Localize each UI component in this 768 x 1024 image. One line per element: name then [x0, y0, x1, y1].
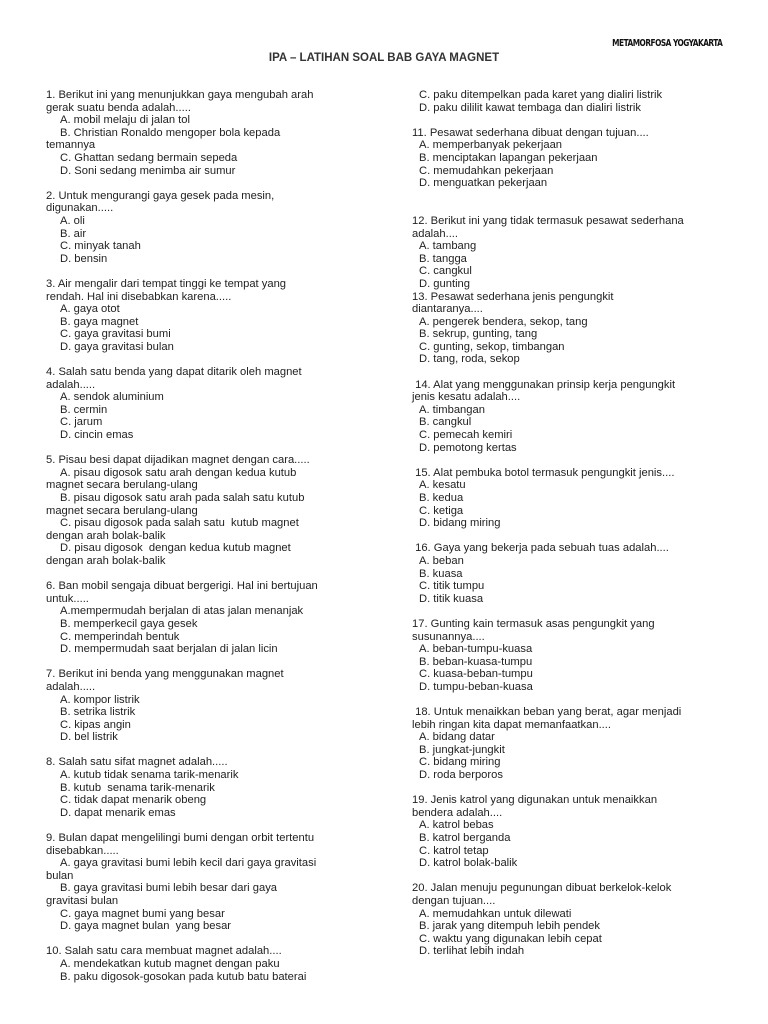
spacer	[412, 694, 752, 707]
question-stem: 13. Pesawat sederhana jenis pengungkit	[412, 290, 614, 303]
answer-option: C. cangkul	[419, 265, 472, 278]
answer-option: D. cincin emas	[60, 429, 134, 442]
answer-option: C. gaya magnet bumi yang besar	[60, 907, 225, 920]
question-stem: bendera adalah....	[412, 806, 503, 819]
answer-option: B. paku digosok-gosokan pada kutub batu baterai	[60, 970, 307, 983]
answer-option: dengan arah bolak-balik	[46, 554, 166, 567]
answer-option: B. memperkecil gaya gesek	[60, 617, 198, 630]
answer-option: temannya	[46, 139, 96, 152]
answer-option: A. kutub tidak senama tarik-menarik	[60, 769, 239, 782]
question	[46, 454, 386, 567]
answer-option: A. mendekatkan kutub magnet dengan paku	[60, 957, 280, 970]
answer-option: B. cangkul	[419, 416, 472, 429]
question-stem: 18. Untuk menaikkan beban yang berat, agar menjadi	[412, 706, 682, 719]
spacer	[412, 202, 752, 215]
question	[46, 278, 386, 354]
question-stem: 10. Salah satu cara membuat magnet adalah....	[46, 945, 282, 958]
question-stem: 14. Alat yang menggunakan prinsip kerja pengungkit	[412, 378, 676, 391]
spacer	[412, 454, 752, 467]
answer-option: C. ketiga	[419, 504, 464, 517]
answer-option: B. gaya magnet	[60, 315, 139, 328]
answer-option: B. jungkat-jungkit	[419, 743, 505, 756]
answer-option: D. bensin	[60, 252, 108, 265]
left-column	[46, 89, 386, 983]
answer-option: C. katrol tetap	[419, 844, 489, 857]
spacer	[412, 530, 752, 543]
answer-option: C. paku ditempelkan pada karet yang dialiri listrik	[419, 89, 663, 101]
spacer	[412, 114, 752, 127]
answer-option: magnet secara berulang-ulang	[46, 479, 198, 492]
answer-option: C. minyak tanah	[60, 240, 141, 253]
answer-option: dengan arah bolak-balik	[46, 529, 166, 542]
question-stem: adalah.....	[46, 680, 96, 693]
answer-option: A. pisau digosok satu arah dengan kedua kutub	[60, 466, 297, 479]
answer-option: A. mobil melaju di jalan tol	[60, 114, 190, 127]
answer-option: B. tangga	[419, 252, 467, 265]
answer-option: A. tambang	[419, 240, 477, 253]
question-stem: lebih ringan kita dapat memanfaatkan....	[412, 718, 612, 731]
question-stem: rendah. Hal ini disebabkan karena.....	[46, 290, 232, 303]
answer-option: A.mempermudah berjalan di atas jalan menanjak	[60, 605, 304, 618]
answer-option: B. beban-kuasa-tumpu	[419, 655, 533, 668]
question-stem: 19. Jenis katrol yang digunakan untuk menaikkan	[412, 794, 658, 807]
answer-option: A. katrol bebas	[419, 819, 494, 832]
answer-option: bulan	[46, 869, 74, 882]
spacer	[46, 265, 386, 278]
question-stem: 1. Berikut ini yang menunjukkan gaya mengubah arah	[46, 89, 314, 101]
question-stem: 20. Jalan menuju pegunungan dibuat berkelok-kelok	[412, 882, 672, 895]
spacer	[412, 605, 752, 618]
publisher-brand: METAMORFOSA YOGYAKARTA	[611, 38, 722, 49]
answer-option: B. air	[60, 227, 87, 240]
question-stem: 8. Salah satu sifat magnet adalah.....	[46, 756, 228, 769]
answer-option: D. tang, roda, sekop	[419, 353, 520, 366]
question	[46, 668, 386, 744]
question	[46, 756, 386, 819]
answer-option: A. sendok aluminium	[60, 391, 164, 404]
question-stem: 9. Bulan dapat mengelilingi bumi dengan orbit tertentu	[46, 832, 315, 845]
spacer	[46, 442, 386, 455]
answer-option: B. sekrup, gunting, tang	[419, 328, 538, 341]
spacer	[46, 353, 386, 366]
answer-option: D. titik kuasa	[419, 592, 484, 605]
spacer	[412, 782, 752, 795]
answer-option: A. oli	[60, 214, 85, 227]
answer-option: A. beban	[419, 554, 464, 567]
question-stem: diantaranya....	[412, 303, 483, 316]
answer-option: D. Soni sedang menimba air sumur	[60, 164, 236, 177]
answer-option: B. kutub senama tarik-menarik	[60, 781, 215, 794]
question-stem: 3. Air mengalir dari tempat tinggi ke tempat yang	[46, 277, 287, 290]
answer-option: A. gaya gravitasi bumi lebih kecil dari gaya gravitasi	[60, 857, 317, 870]
answer-option: C. pisau digosok pada salah satu kutub magnet	[60, 517, 299, 530]
answer-option: D. bel listrik	[60, 731, 118, 744]
question-stem: dengan tujuan....	[412, 895, 496, 907]
answer-option: A. pengerek bendera, sekop, tang	[419, 315, 588, 328]
answer-option: B. kuasa	[419, 567, 463, 580]
answer-option: D. mempermudah saat berjalan di jalan licin	[60, 643, 278, 656]
answer-option: B. cermin	[60, 403, 108, 416]
answer-option: D. katrol bolak-balik	[419, 857, 518, 870]
answer-option: B. setrika listrik	[60, 706, 136, 719]
spacer	[46, 177, 386, 190]
answer-option: B. Christian Ronaldo mengoper bola kepada	[60, 126, 281, 139]
answer-option: C. titik tumpu	[419, 580, 485, 593]
question-stem: 4. Salah satu benda yang dapat ditarik oleh magnet	[46, 366, 302, 379]
question	[412, 127, 752, 190]
answer-option: A. beban-tumpu-kuasa	[419, 643, 533, 656]
answer-option: C. kipas angin	[60, 718, 131, 731]
question-stem: gerak suatu benda adalah.....	[46, 101, 191, 114]
question	[412, 291, 752, 367]
question-stem: 6. Ban mobil sengaja dibuat bergerigi. Hal ini bertujuan	[46, 580, 318, 593]
answer-option: C. waktu yang digunakan lebih cepat	[419, 932, 602, 945]
question	[412, 379, 752, 455]
spacer	[412, 366, 752, 379]
answer-option: D. bidang miring	[419, 517, 501, 530]
answer-option: gravitasi bulan	[46, 895, 119, 907]
answer-option: C. gunting, sekop, timbangan	[419, 340, 565, 353]
spacer	[46, 933, 386, 946]
right-column	[412, 89, 752, 958]
question-stem: digunakan.....	[46, 202, 114, 215]
question	[412, 706, 752, 782]
question	[46, 366, 386, 442]
answer-option: D. paku dililit kawat tembaga dan dialiri listrik	[419, 101, 641, 114]
answer-option: A. memudahkan untuk dilewati	[419, 907, 572, 920]
question-stem: untuk.....	[46, 592, 89, 605]
question-stem: 15. Alat pembuka botol termasuk pengungkit jenis....	[412, 466, 675, 479]
answer-option: D. terlihat lebih indah	[419, 945, 525, 958]
spacer	[46, 744, 386, 757]
answer-option: B. katrol berganda	[419, 832, 511, 845]
answer-option: D. pisau digosok dengan kedua kutub magnet	[60, 542, 291, 555]
answer-option: D. tumpu-beban-kuasa	[419, 680, 533, 693]
answer-option: B. pisau digosok satu arah pada salah satu kutub	[60, 492, 305, 504]
question-stem: susunannya....	[412, 630, 485, 643]
answer-option: B. jarak yang ditempuh lebih pendek	[419, 920, 600, 933]
question	[412, 794, 752, 870]
question	[46, 945, 386, 983]
question-stem: 11. Pesawat sederhana dibuat dengan tujuan....	[412, 126, 649, 139]
answer-option: B. gaya gravitasi bumi lebih besar dari gaya	[60, 882, 278, 895]
answer-option: D. dapat menarik emas	[60, 806, 176, 819]
answer-option: C. memperindah bentuk	[60, 630, 180, 643]
question	[412, 882, 752, 958]
question	[46, 580, 386, 656]
question-stem: adalah.....	[46, 378, 96, 391]
question	[412, 542, 752, 605]
answer-option: D. menguatkan pekerjaan	[419, 177, 548, 190]
question	[46, 832, 386, 933]
question	[412, 467, 752, 530]
answer-option: C. kuasa-beban-tumpu	[419, 668, 533, 681]
answer-option: D. roda berporos	[419, 769, 503, 782]
question	[412, 618, 752, 694]
question-stem: jenis kesatu adalah....	[412, 391, 521, 404]
answer-option: D. gaya gravitasi bulan	[60, 340, 174, 353]
answer-option: C. memudahkan pekerjaan	[419, 164, 554, 177]
spacer	[46, 568, 386, 581]
spacer	[46, 656, 386, 669]
answer-option: C. tidak dapat menarik obeng	[60, 794, 207, 807]
question	[46, 190, 386, 266]
question-stem: 7. Berikut ini benda yang menggunakan magnet	[46, 668, 284, 681]
answer-option: C. jarum	[60, 416, 103, 429]
answer-option: A. kesatu	[419, 479, 466, 492]
answer-option: B. menciptakan lapangan pekerjaan	[419, 151, 598, 164]
question	[46, 89, 386, 177]
answer-option: A. gaya otot	[60, 303, 120, 316]
question-stem: disebabkan.....	[46, 844, 119, 857]
answer-option: D. gaya magnet bulan yang besar	[60, 920, 232, 933]
answer-option: A. bidang datar	[419, 731, 495, 744]
question	[412, 89, 752, 114]
answer-option: A. kompor listrik	[60, 693, 140, 706]
answer-option: D. pemotong kertas	[419, 441, 517, 454]
question-stem: 17. Gunting kain termasuk asas pengungkit yang	[412, 617, 655, 630]
spacer	[412, 870, 752, 883]
answer-option: C. gaya gravitasi bumi	[60, 328, 171, 341]
answer-option: magnet secara berulang-ulang	[46, 504, 198, 517]
answer-option: D. gunting	[419, 277, 470, 290]
spacer	[46, 819, 386, 832]
question	[412, 215, 752, 291]
answer-option: C. pemecah kemiri	[419, 429, 513, 442]
answer-option: C. bidang miring	[419, 756, 501, 769]
question-stem: 5. Pisau besi dapat dijadikan magnet dengan cara.....	[46, 454, 310, 467]
question-stem: 16. Gaya yang bekerja pada sebuah tuas adalah....	[412, 542, 669, 555]
question-stem: 12. Berikut ini yang tidak termasuk pesawat sederhana	[412, 214, 684, 227]
page-title: IPA – LATIHAN SOAL BAB GAYA MAGNET	[268, 52, 500, 64]
spacer	[412, 190, 752, 203]
answer-option: A. memperbanyak pekerjaan	[419, 139, 563, 152]
question-stem: 2. Untuk mengurangi gaya gesek pada mesin,	[46, 189, 275, 202]
answer-option: C. Ghattan sedang bermain sepeda	[60, 151, 238, 164]
answer-option: A. timbangan	[419, 403, 485, 416]
answer-option: B. kedua	[419, 492, 464, 504]
question-stem: adalah....	[412, 227, 459, 240]
